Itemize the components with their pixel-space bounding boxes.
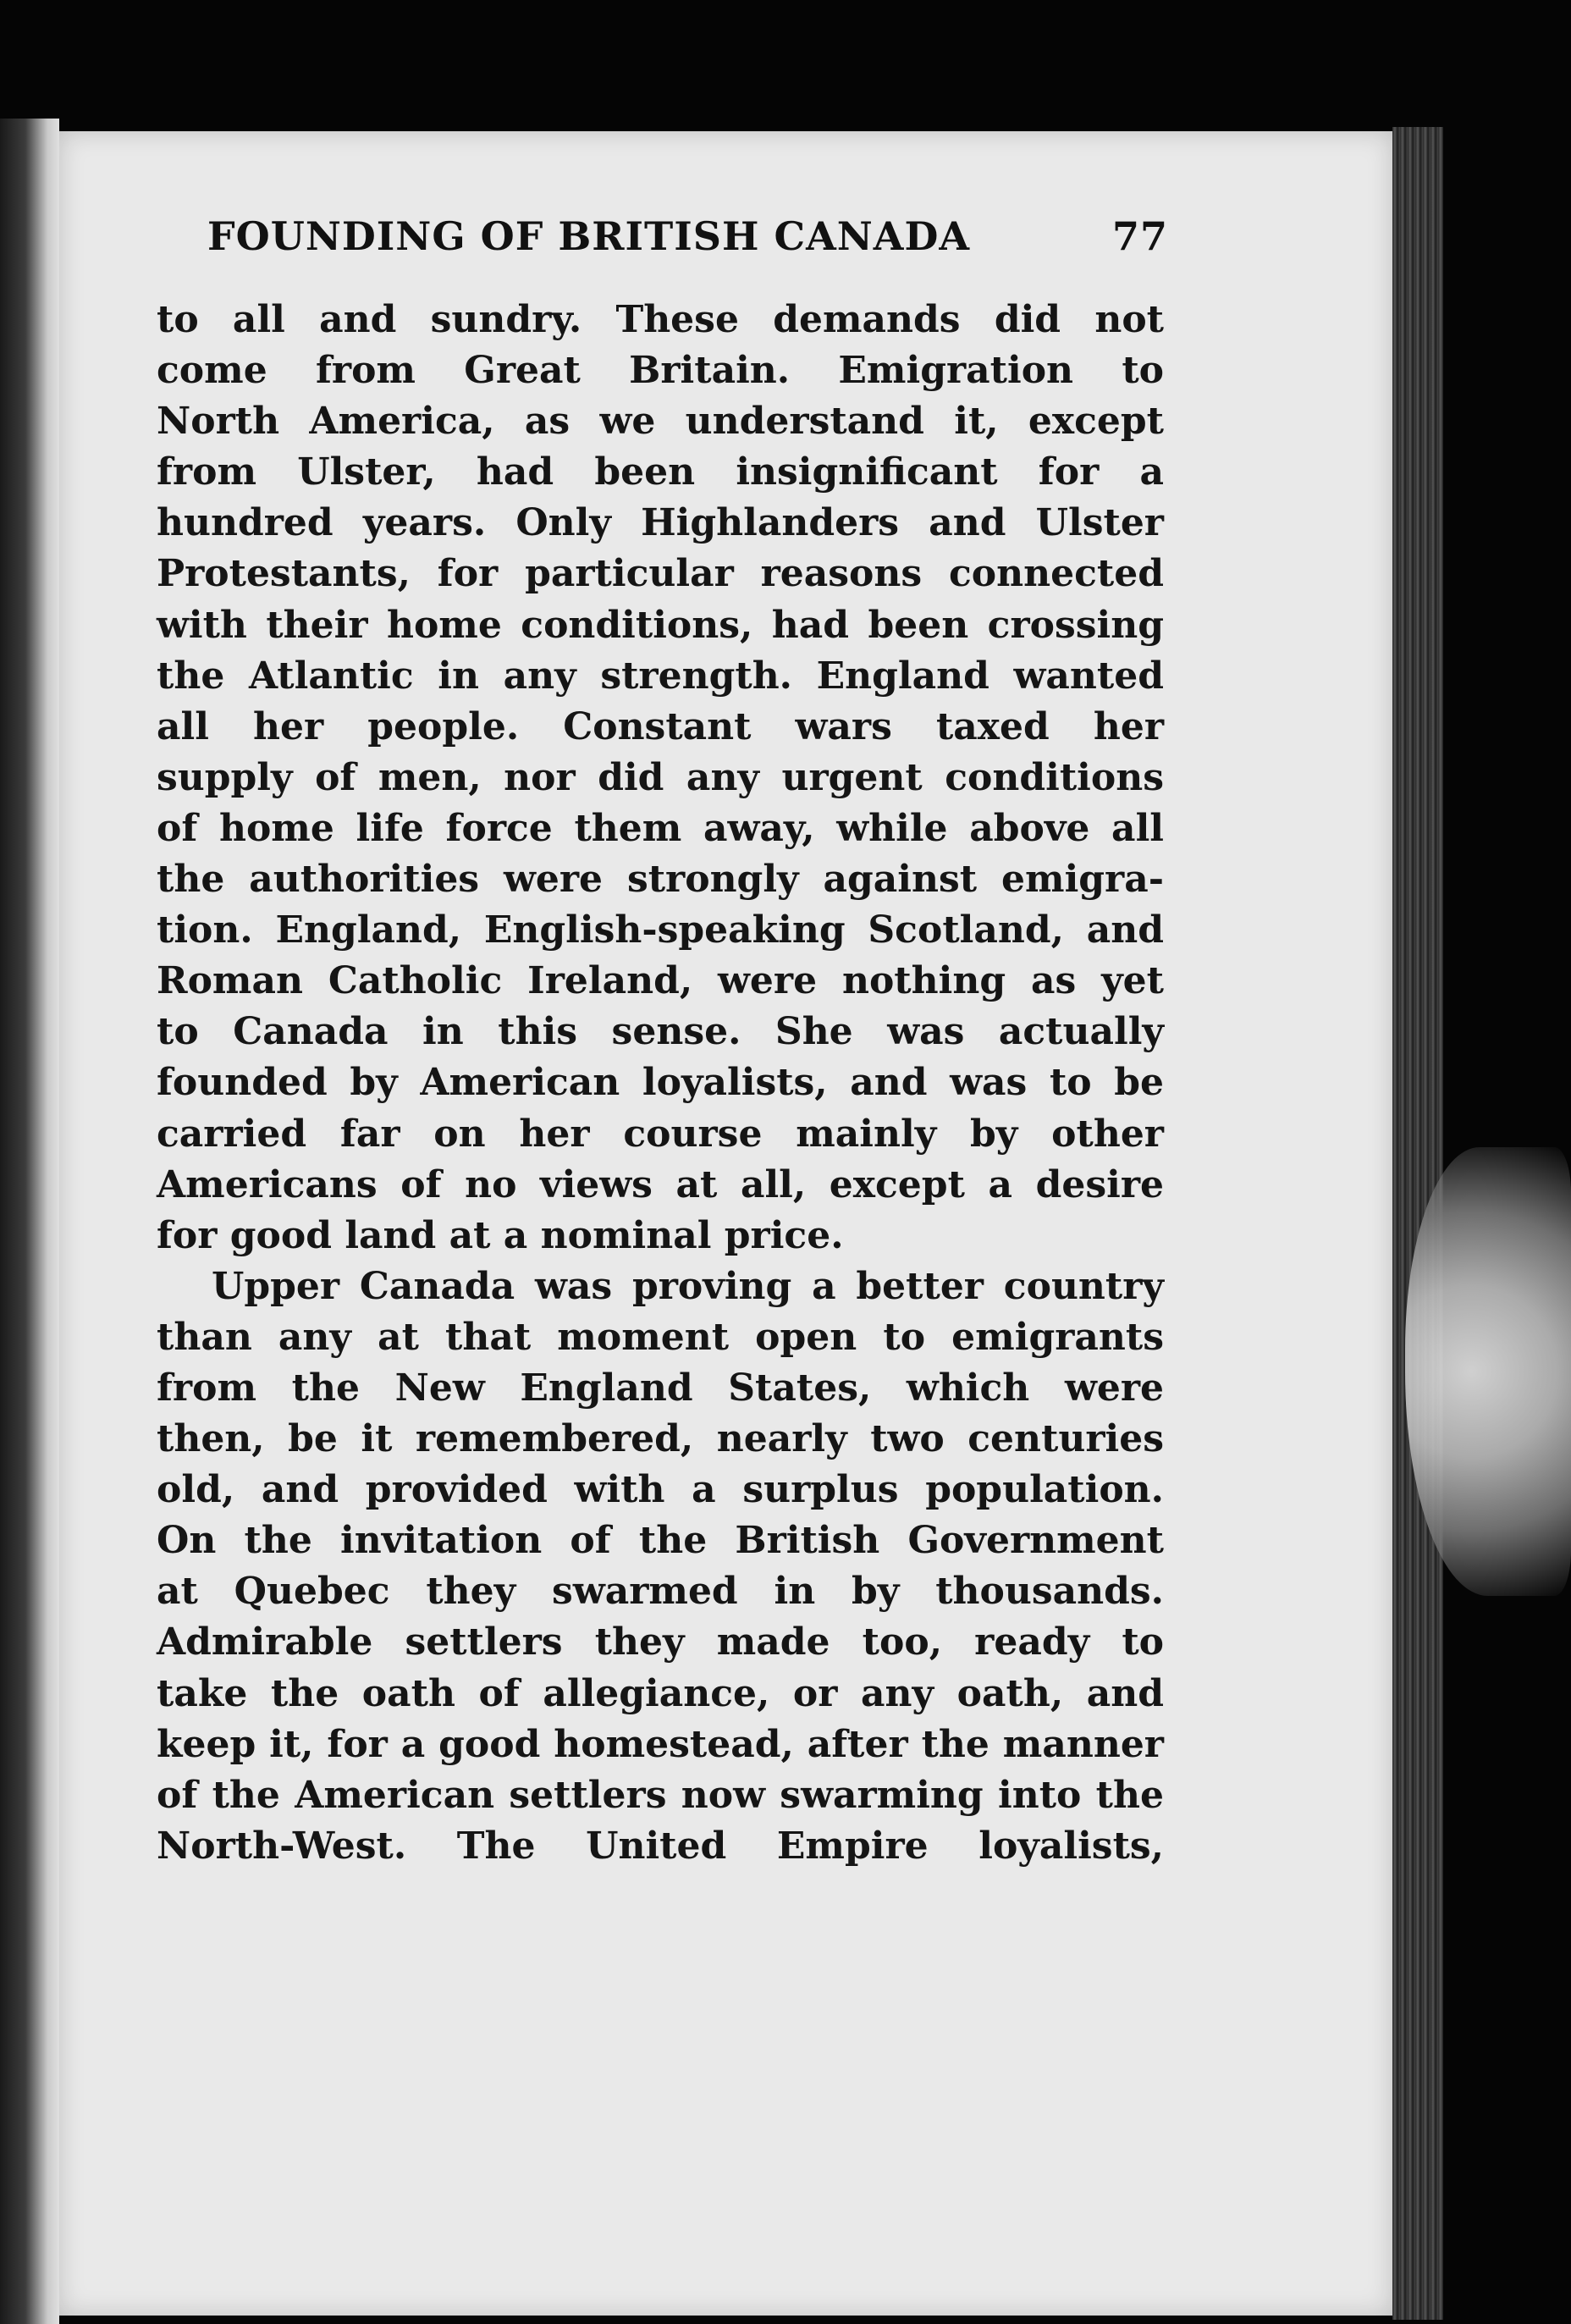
text-line: then, be it remembered, nearly two centuries: [157, 1417, 1164, 1461]
text-line: of home life force them away, while above all: [157, 806, 1164, 850]
text-line: On the invitation of the British Government: [157, 1519, 1164, 1563]
text-line: from Ulster, had been insignificant for a: [157, 450, 1164, 494]
text-line: than any at that moment open to emigrants: [157, 1315, 1164, 1359]
text-line: hundred years. Only Highlanders and Ulster: [157, 501, 1164, 545]
text-line: with their home conditions, had been crossing: [157, 603, 1164, 647]
text-line: the authorities were strongly against emigra-: [157, 858, 1164, 902]
paragraph-start-line: Upper Canada was proving a better country: [212, 1264, 1164, 1308]
text-line: from the New England States, which were: [157, 1366, 1164, 1410]
text-line: Admirable settlers they made too, ready to: [157, 1620, 1164, 1664]
text-line: old, and provided with a surplus population.: [157, 1468, 1164, 1512]
text-line: North America, as we understand it, except: [157, 400, 1164, 444]
text-line: at Quebec they swarmed in by thousands.: [157, 1570, 1164, 1614]
text-line: supply of men, nor did any urgent conditions: [157, 755, 1164, 799]
running-title: FOUNDING OF BRITISH CANADA: [207, 213, 971, 259]
text-line: tion. England, English-speaking Scotland, and: [157, 908, 1164, 952]
page-number: 77: [1111, 213, 1168, 259]
text-line: keep it, for a good homestead, after the manner: [157, 1722, 1164, 1766]
text-line: carried far on her course mainly by other: [157, 1112, 1164, 1156]
text-line: come from Great Britain. Emigration to: [157, 349, 1164, 393]
body-text: [157, 295, 1164, 1872]
text-line: the Atlantic in any strength. England wanted: [157, 654, 1164, 698]
text-line: Roman Catholic Ireland, were nothing as yet: [157, 959, 1164, 1003]
text-line: to Canada in this sense. She was actually: [157, 1010, 1164, 1054]
book-spine-edge: [0, 119, 59, 2324]
text-line: all her people. Constant wars taxed her: [157, 704, 1164, 748]
text-line: take the oath of allegiance, or any oath, and: [157, 1671, 1164, 1715]
page-stain: [1405, 1147, 1571, 1596]
text-line: to all and sundry. These demands did not: [157, 298, 1164, 341]
text-line: of the American settlers now swarming into the: [157, 1773, 1164, 1817]
paragraph-end-line: for good land at a nominal price.: [157, 1213, 844, 1257]
text-line: Protestants, for particular reasons connected: [157, 552, 1164, 596]
text-line: founded by American loyalists, and was to be: [157, 1061, 1164, 1105]
text-line: North-West. The United Empire loyalists,: [157, 1824, 1164, 1868]
text-line: Americans of no views at all, except a desire: [157, 1162, 1164, 1206]
running-header: [207, 213, 1168, 273]
